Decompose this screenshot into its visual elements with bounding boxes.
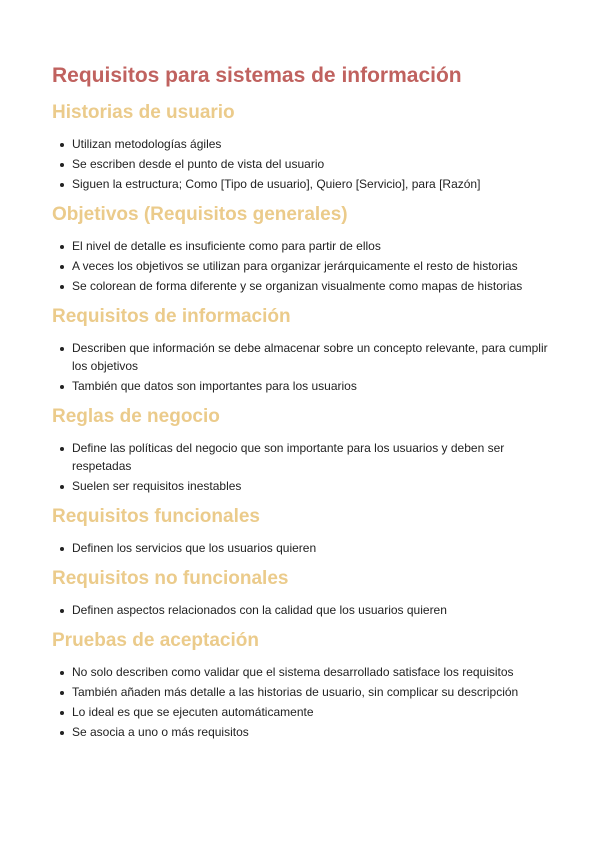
bullet-list [52,601,548,619]
list-item: El nivel de detalle es insuficiente como para partir de ellos [52,237,548,255]
list-item: Utilizan metodologías ágiles [52,135,548,153]
list-item: Se asocia a uno o más requisitos [52,723,548,741]
section-heading: Objetivos (Requisitos generales) [52,204,348,225]
list-item: Se colorean de forma diferente y se organizan visualmente como mapas de historias [52,277,548,295]
page-title: Requisitos para sistemas de información [52,64,462,87]
bullet-list [52,539,548,557]
bullet-list [52,135,548,193]
list-item: A veces los objetivos se utilizan para organizar jerárquicamente el resto de historias [52,257,548,275]
list-item: Definen los servicios que los usuarios quieren [52,539,548,557]
section-heading: Requisitos funcionales [52,506,260,527]
section-heading: Historias de usuario [52,102,235,123]
bullet-list [52,439,548,495]
section-historias-de-usuario [52,100,548,193]
section-heading: Requisitos de información [52,306,291,327]
bullet-list [52,237,548,295]
list-item: Se escriben desde el punto de vista del usuario [52,155,548,173]
section-heading: Requisitos no funcionales [52,568,289,589]
bullet-list [52,663,548,741]
list-item: Siguen la estructura; Como [Tipo de usuario], Quiero [Servicio], para [Razón] [52,175,548,193]
list-item: Define las políticas del negocio que son importante para los usuarios y deben ser respetadas [52,439,548,475]
bullet-list [52,339,548,395]
section-heading: Reglas de negocio [52,406,220,427]
list-item: También añaden más detalle a las historias de usuario, sin complicar su descripción [52,683,548,701]
list-item: Describen que información se debe almacenar sobre un concepto relevante, para cumplir los objetivos [52,339,548,375]
section-pruebas-de-aceptacion [52,628,548,741]
list-item: También que datos son importantes para los usuarios [52,377,548,395]
list-item: Definen aspectos relacionados con la calidad que los usuarios quieren [52,601,548,619]
section-requisitos-de-informacion [52,304,548,395]
section-requisitos-funcionales [52,504,548,557]
section-requisitos-no-funcionales [52,566,548,619]
list-item: Lo ideal es que se ejecuten automáticamente [52,703,548,721]
section-objetivos [52,202,548,295]
section-heading: Pruebas de aceptación [52,630,259,651]
section-reglas-de-negocio [52,404,548,495]
list-item: No solo describen como validar que el sistema desarrollado satisface los requisitos [52,663,548,681]
list-item: Suelen ser requisitos inestables [52,477,548,495]
